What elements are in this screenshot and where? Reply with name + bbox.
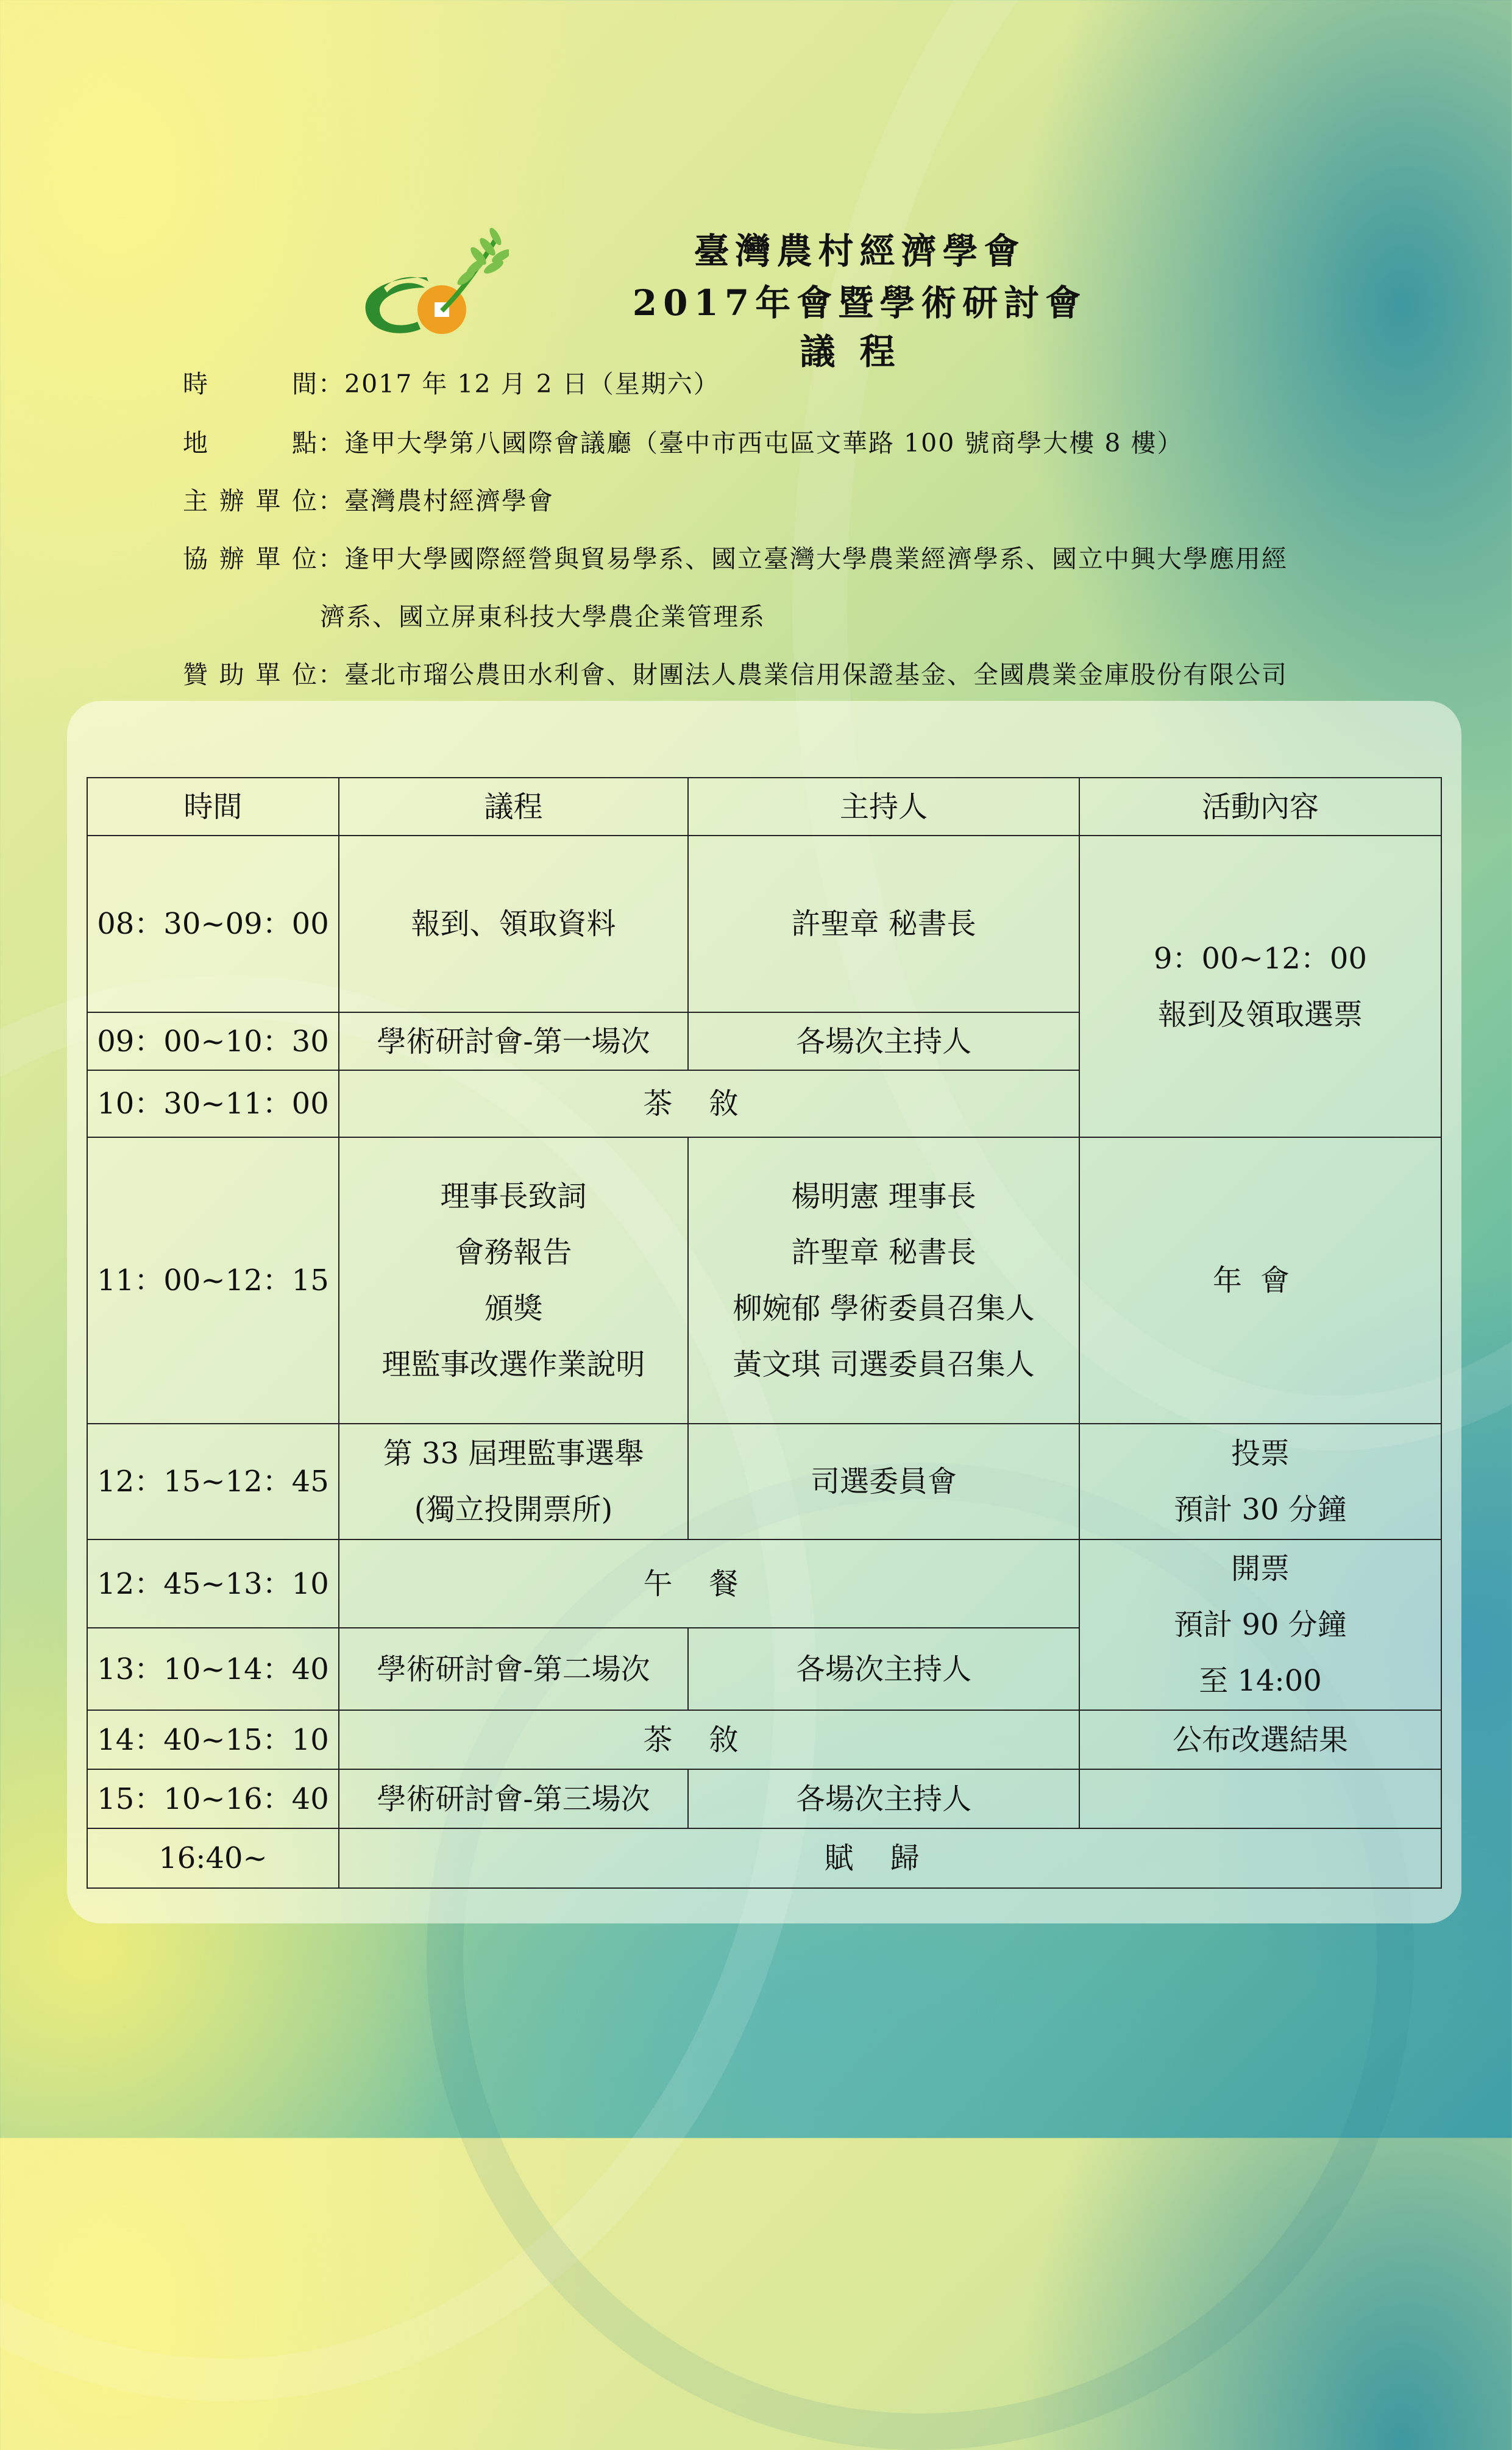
cell-activity — [1079, 836, 1441, 1137]
activity-line: 預計 30 分鐘 — [1174, 1493, 1347, 1527]
cell-activity-empty — [1079, 1769, 1441, 1828]
cell-time: 13：10~14：40 — [87, 1628, 339, 1710]
cell-time: 15：10~16：40 — [87, 1769, 339, 1828]
title-agenda: 議程 — [800, 331, 920, 372]
cell-host: 各場次主持人 — [688, 1769, 1079, 1828]
table-header-row — [87, 778, 1441, 836]
activity-line: 預計 90 分鐘 — [1174, 1608, 1347, 1642]
cell-agenda — [339, 1424, 688, 1539]
header-activity: 活動內容 — [1079, 778, 1441, 836]
agenda-line: 會務報告 — [455, 1235, 572, 1269]
cell-agenda: 學術研討會-第一場次 — [339, 1012, 688, 1070]
activity-line: 開票 — [1230, 1552, 1290, 1586]
info-sponsor — [183, 656, 1288, 693]
cell-time: 16:40~ — [87, 1828, 339, 1888]
agenda-line: 頒獎 — [484, 1291, 543, 1326]
table-row — [87, 1539, 1441, 1628]
cell-time: 11：00~12：15 — [87, 1137, 339, 1424]
table-row — [87, 1828, 1441, 1888]
host-line: 許聖章 秘書長 — [791, 1235, 976, 1269]
cell-time: 14：40~15：10 — [87, 1710, 339, 1769]
cell-merged: 茶敘 — [339, 1070, 1079, 1137]
agenda-line: 第 33 屆理監事選舉 — [383, 1436, 644, 1471]
info-co-organizer — [183, 541, 1288, 577]
info-organizer — [183, 483, 554, 519]
cell-time: 12：15~12：45 — [87, 1424, 339, 1539]
cell-host: 各場次主持人 — [688, 1628, 1079, 1710]
table-row — [87, 1710, 1441, 1769]
cell-activity — [1079, 1539, 1441, 1710]
info-value: ：逢甲大學國際經營與貿易學系、國立臺灣大學農業經濟學系、國立中興大學應用經 — [318, 544, 1288, 573]
info-value: 濟系、國立屏東科技大學農企業管理系 — [320, 602, 765, 631]
activity-line: 報到及領取選票 — [1157, 997, 1363, 1032]
title-society: 臺灣農村經濟學會 — [694, 230, 1026, 272]
host-line: 楊明憲 理事長 — [791, 1179, 976, 1213]
cell-agenda — [339, 1137, 688, 1424]
agenda-line: 理事長致詞 — [440, 1179, 587, 1213]
cell-time: 08：30~09：00 — [87, 836, 339, 1012]
cell-host: 各場次主持人 — [688, 1012, 1079, 1070]
agenda-line: (獨立投開票所) — [414, 1493, 613, 1527]
info-label: 主辦單位 — [183, 486, 318, 516]
info-label: 協辦單位 — [183, 544, 318, 573]
host-line: 黃文琪 司選委員召集人 — [733, 1347, 1035, 1382]
cell-agenda: 報到、領取資料 — [339, 836, 688, 1012]
info-label: 贊助單位 — [183, 660, 318, 689]
cell-agenda: 學術研討會-第三場次 — [339, 1769, 688, 1828]
header-host: 主持人 — [688, 778, 1079, 836]
host-line: 柳婉郁 學術委員召集人 — [733, 1291, 1035, 1326]
cell-merged: 午餐 — [339, 1539, 1079, 1628]
info-value: ：逢甲大學第八國際會議廳（臺中市西屯區文華路 100 號商學大樓 8 樓） — [318, 428, 1184, 458]
cell-time: 12：45~13：10 — [87, 1539, 339, 1628]
table-row — [87, 836, 1441, 1012]
activity-line: 投票 — [1230, 1436, 1290, 1471]
cell-merged: 茶敘 — [339, 1710, 1079, 1769]
info-location — [183, 425, 1183, 461]
title-conference: 2017年會暨學術研討會 — [632, 282, 1087, 324]
cell-host: 許聖章 秘書長 — [688, 836, 1079, 1012]
info-value: ：臺灣農村經濟學會 — [318, 486, 554, 516]
cell-time: 09：00~10：30 — [87, 1012, 339, 1070]
cell-activity — [1079, 1424, 1441, 1539]
table-row — [87, 1137, 1441, 1424]
cell-merged: 賦歸 — [339, 1828, 1441, 1888]
cell-activity: 公布改選結果 — [1079, 1710, 1441, 1769]
activity-line: 9：00~12：00 — [1154, 941, 1367, 976]
info-label: 時間 — [183, 369, 318, 399]
header-agenda: 議程 — [339, 778, 688, 836]
cell-activity: 年會 — [1079, 1137, 1441, 1424]
info-time — [183, 366, 720, 402]
cell-time: 10：30~11：00 — [87, 1070, 339, 1137]
info-value: ：臺北市瑠公農田水利會、財團法人農業信用保證基金、全國農業金庫股份有限公司 — [318, 660, 1288, 689]
header-time: 時間 — [87, 778, 339, 836]
agenda-line: 理監事改選作業說明 — [382, 1347, 645, 1382]
info-co-organizer-cont — [320, 598, 765, 635]
cell-host: 司選委員會 — [688, 1424, 1079, 1539]
cell-host — [688, 1137, 1079, 1424]
table-row — [87, 1424, 1441, 1539]
cell-agenda: 學術研討會-第二場次 — [339, 1628, 688, 1710]
info-label: 地點 — [183, 428, 318, 458]
activity-line: 至 14:00 — [1199, 1664, 1322, 1698]
info-value: ：2017 年 12 月 2 日（星期六） — [318, 369, 720, 399]
table-row — [87, 1769, 1441, 1828]
agenda-table — [87, 777, 1442, 1889]
